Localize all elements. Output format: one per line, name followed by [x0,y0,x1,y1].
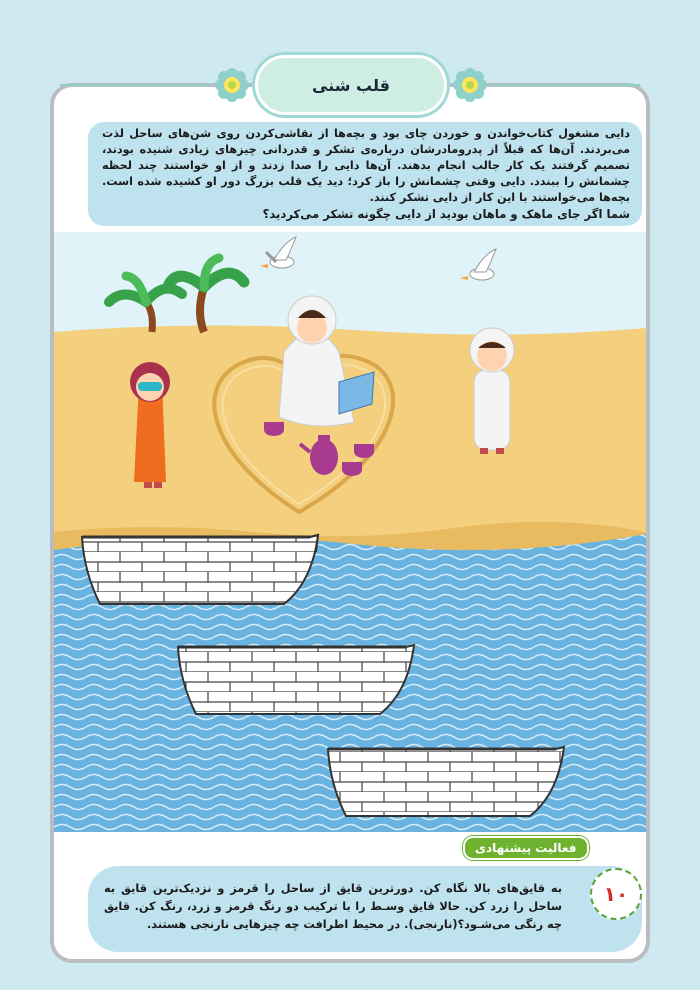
boat-far-from-shore [328,747,564,816]
tea-cup [264,422,284,436]
story-box [88,122,642,226]
header-divider-right [490,84,640,86]
header-divider-left [60,84,210,86]
boat-near-shore [82,535,318,604]
page-number: ۱۰ [603,882,629,906]
story-paragraph: دایی مشغول کتاب‌خواندن و خوردن چای بود و بچه‌ها از نقاشی‌کردن روی شن‌های ساحل لذت می‌بردند. آن‌ها که قبلاً از پدرومادرشان درباره‌ی تشکر و قدردانی چیزهای زیادی شنیده بودند، تصمیم گرفتند یک کار جالب انجام بدهند. آن‌ها دایی را صدا زدند و از او خواستند چند لحظه چشمانش را ببندد. دایی وقتی چشمانش را باز کرد؛ دید یک قلب بزرگ دور او کشیده شده است. بچه‌ها می‌خواستند با این کار از دایی تشکر کنند. [102,127,630,204]
beach-illustration [54,232,646,832]
flower-icon [453,68,487,102]
activity-text: به قایق‌های بالا نگاه کن. دورترین قایق از ساحل را قرمز و نزدیک‌ترین قایق به ساحل را زرد کن. حالا قایق وسـط را با ترکیب دو رنگ قرمز و زرد، رنگ کن. قایق چه رنگی می‌شـود؟(نارنجی). در محیط اطرافت چه چیزهایی نارنجی هستند. [104,882,562,931]
tea-cup [342,462,362,476]
tea-cup [354,444,374,458]
page-number-badge [590,868,642,920]
activity-box [88,866,642,952]
boy-character [470,328,514,454]
story-question: شما اگر جای ماهک و ماهان بودید از دایی چگونه تشکر می‌کردید؟ [262,207,630,221]
lesson-title-badge [255,55,447,115]
suggested-activity-label [463,836,589,860]
suggested-activity-title: فعالیت پیشنهادی [475,841,577,855]
boat-middle [178,645,414,714]
flower-icon [215,68,249,102]
lesson-title: قلب شنی [312,75,390,95]
